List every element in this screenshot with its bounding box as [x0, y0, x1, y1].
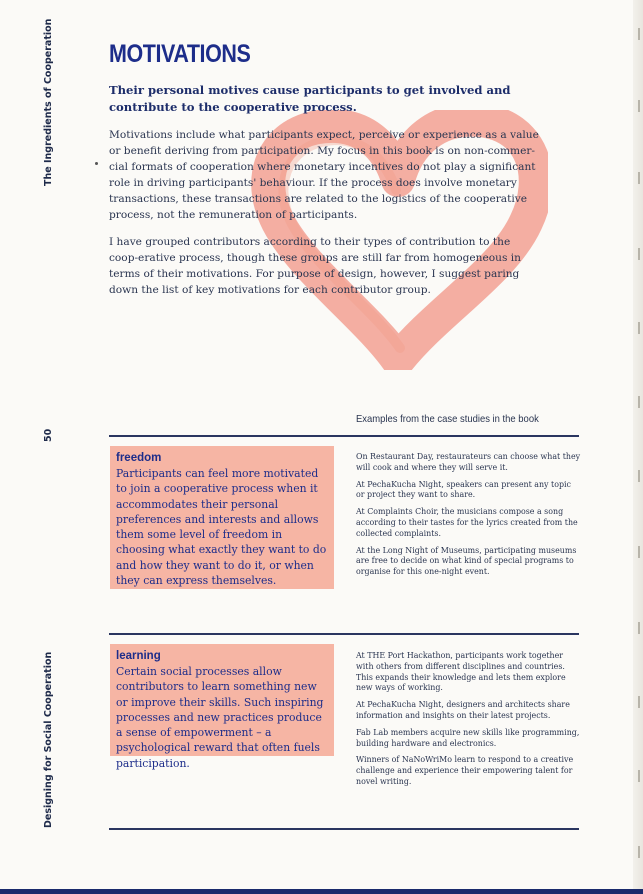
- book-title-label: Designing for Social Cooperation: [43, 651, 54, 828]
- section-divider: [109, 633, 579, 635]
- motivation-description: Participants can feel more motivated to join a cooperative process when it accommodates their personal preferences and interests and allows them some level of freedom in choosing what exactly they want to do and how they want to do it, or when they can express themselves.: [116, 467, 327, 588]
- examples-list-learning: [356, 651, 581, 794]
- motivation-title: learning: [116, 650, 161, 662]
- example-item: On Restaurant Day, restaurateurs can choose what they will cook and where they will serve it.: [356, 452, 581, 472]
- body-paragraph: I have grouped contributors according to their types of contribution to the coop-erative process, though these groups are still far from homogeneous in terms of their motivations. For purpose of design, however, I suggest paring down the list of key motivations for each contributor group.: [109, 236, 521, 296]
- section-divider: [109, 828, 579, 830]
- chapter-label: The Ingredients of Cooperation: [43, 18, 54, 186]
- motivation-box-freedom: [110, 446, 334, 589]
- page-number: 50: [43, 428, 54, 442]
- example-item: At PechaKucha Night, designers and architects share information and insights on their latest projects.: [356, 700, 570, 720]
- example-item: At THE Port Hackathon, participants work together with others from different disciplines and countries. This expands their knowledge and lets them explore new ways of working.: [356, 651, 566, 693]
- motivation-title: freedom: [116, 452, 162, 464]
- margin-mark: [95, 162, 98, 165]
- example-item: At PechaKucha Night, speakers can present any topic or project they want to share.: [356, 479, 571, 500]
- example-item: At Complaints Choir, the musicians compose a song according to their tastes for the lyrics created from the collected complaints.: [356, 507, 578, 538]
- body-paragraph: Motivations include what participants expect, perceive or experience as a value or benefit deriving from participation. My focus in this book is on non-commer-cial formats of cooperation where monetary incentives do not play a significant role in driving participants' behaviour. If the process does involve monetary transactions, these transactions are related to the logistics of the cooperative process, not the remuneration of participants.: [109, 129, 539, 221]
- example-item: Winners of NaNoWriMo learn to respond to a creative challenge and experience their empowering talent for novel writing.: [356, 755, 574, 786]
- page-title: MOTIVATIONS: [109, 40, 251, 68]
- examples-list-freedom: [356, 452, 581, 584]
- example-item: At the Long Night of Museums, participating museums are free to decide on what kind of special programs to organise for this one-night event.: [356, 545, 577, 577]
- lead-paragraph: Their personal motives cause participants to get involved and contribute to the cooperative process.: [109, 83, 511, 114]
- page-edge: [633, 0, 643, 894]
- section-divider: [109, 435, 579, 437]
- motivation-description: Certain social processes allow contributors to learn something new or improve their skills. Such inspiring processes and new practices produce a sense of empowerment – a psychological reward that often fuels participation.: [116, 665, 324, 770]
- examples-header: Examples from the case studies in the book: [356, 413, 539, 425]
- motivation-box-learning: [110, 644, 334, 770]
- example-item: Fab Lab members acquire new skills like programming, building hardware and electronics.: [356, 727, 580, 748]
- bottom-bar: [0, 889, 643, 894]
